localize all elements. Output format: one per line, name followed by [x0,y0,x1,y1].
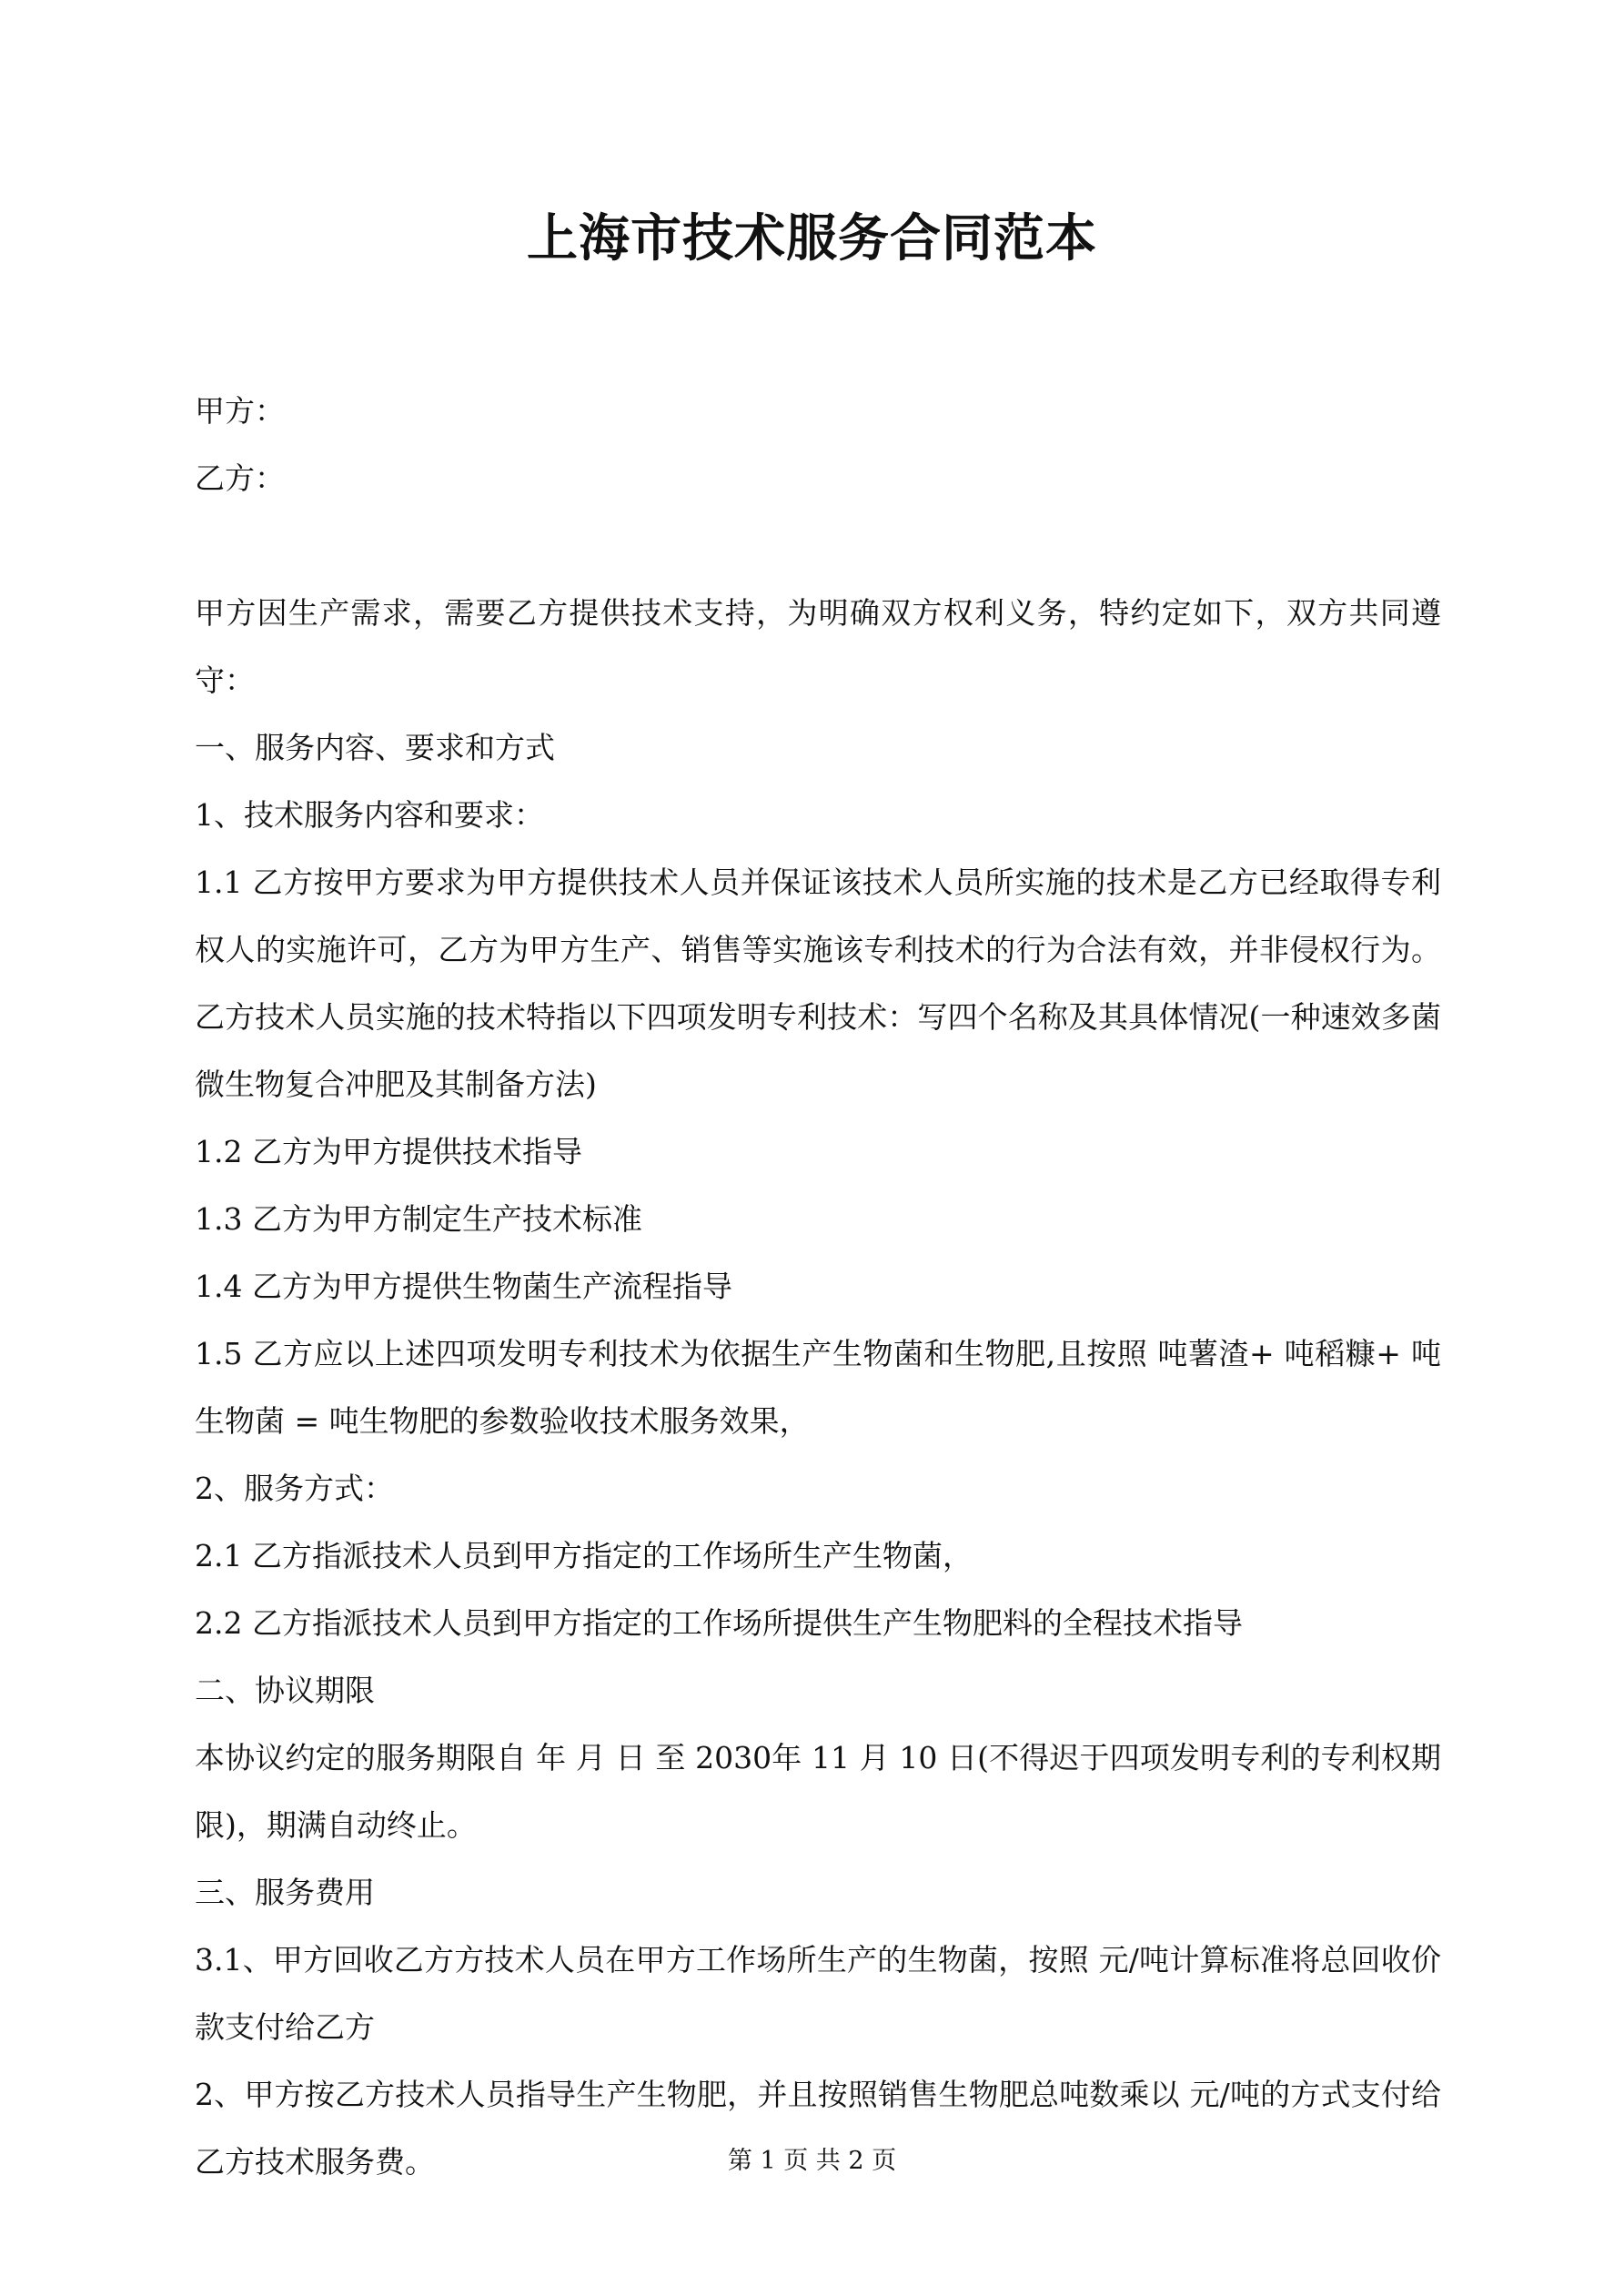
party-b-label: 乙方： [195,460,285,496]
clause-1-4: 1.4 乙方为甲方提供生物菌生产流程指导 [195,1269,732,1304]
section-2-heading: 二、协议期限 [195,1673,375,1708]
clause-2-2: 2.2 乙方指派技术人员到甲方指定的工作场所提供生产生物肥料的全程技术指导 [195,1605,1243,1641]
clause-1-3: 1.3 乙方为甲方制定生产技术标准 [195,1201,642,1237]
intro-paragraph: 甲方因生产需求，需要乙方提供技术支持，为明确双方权利义务，特约定如下，双方共同遵守： [195,595,1441,698]
fee-clause-2: 2、甲方按乙方技术人员指导生产生物肥，并且按照销售生物肥总吨数乘以 元/吨的方式支付给乙方技术服务费。 [195,2077,1441,2180]
section-1-1-heading: 1、技术服务内容和要求： [195,797,544,833]
fee-clause-3-1: 3.1、甲方回收乙方方技术人员在甲方工作场所生产的生物菌，按照 元/吨计算标准将总回收价款支付给乙方 [195,1942,1441,2045]
document-body [195,378,1441,2196]
page-number: 第 1 页 共 2 页 [727,2147,897,2175]
section-1-heading: 一、服务内容、要求和方式 [195,730,555,765]
section-1-2-heading: 2、服务方式： [195,1471,394,1506]
clause-1-1: 1.1 乙方按甲方要求为甲方提供技术人员并保证该技术人员所实施的技术是乙方已经取得专利权人的实施许可，乙方为甲方生产、销售等实施该专利技术的行为合法有效，并非侵权行为。乙方技术人员实施的技术特指以下四项发明专利技术：写四个名称及其具体情况(一种速效多菌微生物复合冲肥及其制备方法) [195,865,1441,1102]
blank-line [195,512,1441,580]
clause-2-1: 2.1 乙方指派技术人员到甲方指定的工作场所生产生物菌， [195,1538,973,1573]
term-paragraph: 本协议约定的服务期限自 年 月 日 至 2030年 11 月 10 日(不得迟于四项发明专利的专利权期限)，期满自动终止。 [195,1740,1441,1843]
clause-1-2: 1.2 乙方为甲方提供技术指导 [195,1134,582,1169]
document-title: 上海市技术服务合同范本 [527,208,1097,268]
clause-1-5: 1.5 乙方应以上述四项发明专利技术为依据生产生物菌和生物肥,且按照 吨薯渣+ 吨稻糠+ 吨生物菌 = 吨生物肥的参数验收技术服务效果， [195,1336,1441,1439]
section-3-heading: 三、服务费用 [195,1875,375,1910]
party-a-label: 甲方： [195,393,285,429]
